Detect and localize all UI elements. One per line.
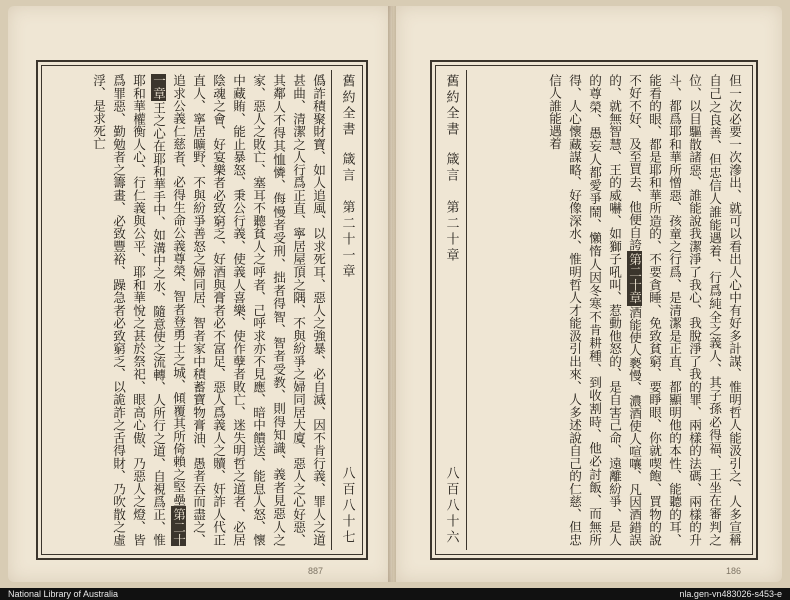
right-pencil-mark: 186 [726,566,742,576]
left-page-number: 八百八十七 [339,466,355,546]
left-book-title: 舊約全書 [339,74,355,138]
left-text-after: 王之心在耶和華手中、如溝中之水、隨意使之流轉、人所行之道、自視爲正、惟耶和華權衡人心、行仁義與公平、耶和華悅之甚於祭祀、眼高心傲、乃惡人之燈、皆爲罪惡、勤勉者之籌畫、必致豐裕、躁急者必致窮乏、以詭詐之舌得財、乃吹散之虛浮、是求死亡 [91,74,166,546]
left-chapter-title: 第二十一章 [339,200,355,280]
library-footer-bar [0,588,790,600]
left-page-frame [36,60,368,560]
library-credit: National Library of Australia [8,589,119,599]
left-running-header [335,74,359,546]
right-page-body-text [470,74,744,546]
right-text-after: 酒能使人褻慢、濃酒使人喧嚷、凡因酒錯誤的、就無智慧、王的威嚇、如獅子吼叫、惹動他怒的、是自害己命、遠離紛爭、是人的尊榮、愚妄人都愛爭鬧、懶惰人因冬寒不肯耕種、到收割時、他必討飯、而無所得、人心懷藏謀略、好像深水、惟明哲人才能汲引出來、人多述說自己的仁慈、但忠信人誰能遇着 [547,74,642,546]
right-book-title: 舊約全書 [443,74,459,138]
left-margin-divider [331,70,332,550]
left-page-body-text [50,74,328,546]
right-margin-divider [466,70,467,550]
right-section-title: 箴言 [443,152,459,184]
left-pencil-mark: 887 [308,566,324,576]
right-page-frame [430,60,758,560]
left-section-title: 箴言 [339,152,355,184]
left-text-before: 僞詐積聚財寶、如人追風、以求死耳、惡人之強暴、必自滅、因不肯行義、罪人之道甚曲、清潔之人行爲正直、寧居屋頂之隅、不與紛爭之婦同居大廈、惡人之心好惡、其鄰人不得其恤憐、侮慢者受刑、拙者得智、智者受教、則得知識、義者見惡人之家、惡人之敗亡、塞耳不聽貧人之呼者、己呼求亦不見應、暗中饋送、能息人怒、懷中藏賄、能止暴怒、秉公行義、使義人喜樂、使作孽者敗亡、迷失明哲之道者、必居陰魂之會、好宴樂者必致窮乏、好酒與膏者必不富足、惡人爲義人之贖、奸詐人代正直人、寧居曠野、不與紛爭善怒之婦同居、智者家中積蓄寶物膏油、愚者吞而盡之、追求公義仁慈者、必得生命公義尊榮、智者登勇士之城、傾覆其所倚賴之堅壘 [171,74,326,546]
right-page-number: 八百八十六 [443,466,459,546]
item-identifier: nla.gen-vn483026-s453-e [679,589,782,599]
left-page [8,6,392,582]
right-chapter-marker: 第二十章 [627,253,642,304]
right-page [396,6,782,582]
right-running-header [439,74,463,546]
right-text-before: 但一次必要一次滲出、就可以看出人心中有好多計謀、惟明哲人能汲引之、人多宣稱自己之良善、但忠信人誰能遇着、行爲純全之義人、其子孫必得福、王坐在審判之位、以目驅散諸惡、誰能說我潔淨了我心、我脫淨了我的罪、兩樣的法碼、兩樣的升斗、都爲耶和華所憎惡、孩童之行爲、是清潔是正直、都顯明他的本性、能聽的耳、能看的眼、都是耶和華所造的、不要貪睡、免致貧窮、要睜眼、你就喫飽、買物的說不好不好、及至買去、他便自誇 [627,74,742,546]
left-chapter-marker: 第二十一章 [151,74,186,546]
right-chapter-title: 第二十章 [443,200,459,264]
